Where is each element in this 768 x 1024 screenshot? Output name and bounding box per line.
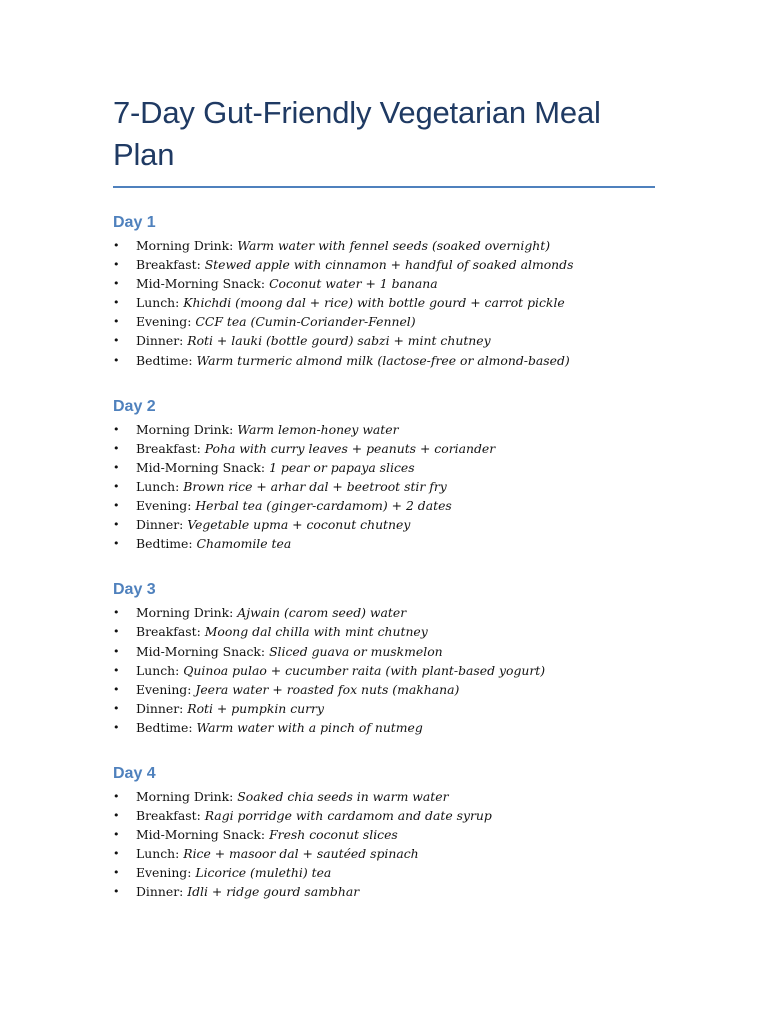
meal-value: Coconut water + 1 banana (269, 276, 438, 292)
meal-value: Licorice (mulethi) tea (195, 865, 332, 881)
meal-list (113, 236, 658, 370)
meal-list (113, 420, 658, 554)
meal-list-item (113, 439, 658, 458)
document-page (113, 92, 658, 902)
day-heading: Day 3 (113, 581, 156, 599)
meal-value: Warm water with fennel seeds (soaked overnight) (237, 238, 551, 253)
meal-value: Poha with curry leaves + peanuts + coriander (204, 440, 496, 456)
bullet-icon: • (113, 606, 120, 620)
bullet-icon: • (113, 701, 120, 715)
bullet-icon: • (113, 789, 120, 803)
meal-list-item (113, 331, 658, 350)
meal-label: Lunch: (136, 478, 184, 494)
meal-list-item (113, 787, 658, 806)
meal-value: Roti + lauki (bottle gourd) sabzi + mint chutney (187, 333, 491, 349)
meal-value: Roti + pumpkin curry (187, 700, 324, 716)
document-title: 7-Day Gut-Friendly Vegetarian Meal Plan (113, 95, 601, 172)
bullet-icon: • (113, 809, 120, 823)
bullet-icon: • (113, 885, 120, 899)
meal-label: Lunch: (136, 662, 184, 678)
meal-list-item (113, 806, 658, 825)
meal-list-item (113, 699, 658, 718)
day-section-1 (113, 212, 658, 370)
meal-list-item (113, 603, 658, 622)
bullet-icon: • (113, 663, 120, 677)
meal-label: Breakfast: (136, 257, 205, 273)
meal-list (113, 787, 658, 902)
bullet-icon: • (113, 644, 120, 658)
meal-list-item (113, 622, 658, 641)
bullet-icon: • (113, 720, 120, 734)
meal-list-item (113, 515, 658, 534)
meal-label: Morning Drink: (136, 605, 238, 621)
meal-value: Khichdi (moong dal + rice) with bottle gourd + carrot pickle (183, 295, 565, 311)
bullet-icon: • (113, 479, 120, 493)
day-section-2 (113, 396, 658, 554)
bullet-icon: • (113, 441, 120, 455)
meal-list-item (113, 274, 658, 293)
bullet-icon: • (113, 277, 120, 291)
meal-value: 1 pear or papaya slices (269, 459, 415, 475)
day-heading: Day 4 (113, 764, 156, 782)
meal-label: Mid-Morning Snack: (136, 459, 270, 475)
meal-list-item (113, 642, 658, 661)
meal-value: Sliced guava or muskmelon (269, 643, 443, 659)
meal-label: Lunch: (136, 846, 184, 862)
meal-list-item (113, 477, 658, 496)
meal-value: Herbal tea (ginger-cardamom) + 2 dates (195, 498, 452, 514)
bullet-icon: • (113, 828, 120, 842)
bullet-icon: • (113, 460, 120, 474)
meal-value: Warm turmeric almond milk (lactose-free or almond-based) (196, 352, 570, 368)
meal-list-item (113, 496, 658, 515)
meal-value: Chamomile tea (196, 536, 292, 552)
meal-value: Soaked chia seeds in warm water (237, 788, 449, 804)
meal-label: Bedtime: (136, 536, 197, 552)
bullet-icon: • (113, 296, 120, 310)
meal-label: Bedtime: (136, 352, 197, 368)
meal-list-item (113, 863, 658, 882)
meal-value: Fresh coconut slices (269, 827, 398, 843)
meal-label: Breakfast: (136, 808, 205, 824)
meal-label: Morning Drink: (136, 238, 238, 253)
meal-value: Warm water with a pinch of nutmeg (196, 719, 423, 735)
meal-label: Mid-Morning Snack: (136, 643, 270, 659)
bullet-icon: • (113, 537, 120, 551)
bullet-icon: • (113, 866, 120, 880)
meal-list-item (113, 680, 658, 699)
meal-label: Breakfast: (136, 624, 205, 640)
bullet-icon: • (113, 625, 120, 639)
meal-value: Rice + masoor dal + sautéed spinach (183, 846, 419, 862)
meal-label: Mid-Morning Snack: (136, 276, 270, 292)
meal-list-item (113, 718, 658, 737)
meal-label: Evening: (136, 681, 196, 697)
meal-value: CCF tea (Cumin-Coriander-Fennel) (195, 314, 416, 330)
meal-list-item (113, 825, 658, 844)
meal-list (113, 603, 658, 737)
meal-label: Bedtime: (136, 719, 197, 735)
meal-label: Morning Drink: (136, 421, 238, 437)
meal-label: Dinner: (136, 517, 188, 533)
meal-value: Ragi porridge with cardamom and date syrup (204, 808, 492, 824)
meal-value: Quinoa pulao + cucumber raita (with plant-based yogurt) (183, 662, 546, 678)
meal-list-item (113, 255, 658, 274)
meal-label: Dinner: (136, 700, 188, 716)
meal-label: Mid-Morning Snack: (136, 827, 270, 843)
bullet-icon: • (113, 315, 120, 329)
meal-list-item (113, 236, 658, 255)
meal-value: Jeera water + roasted fox nuts (makhana) (195, 681, 460, 697)
meal-value: Stewed apple with cinnamon + handful of soaked almonds (204, 257, 574, 273)
meal-list-item (113, 661, 658, 680)
meal-label: Lunch: (136, 295, 184, 311)
meal-list-item (113, 420, 658, 439)
meal-value: Vegetable upma + coconut chutney (187, 517, 411, 533)
meal-list-item (113, 882, 658, 901)
meal-label: Evening: (136, 498, 196, 514)
meal-label: Evening: (136, 865, 196, 881)
meal-value: Brown rice + arhar dal + beetroot stir fry (183, 478, 447, 494)
bullet-icon: • (113, 239, 120, 252)
days-container (113, 212, 658, 902)
meal-list-item (113, 312, 658, 331)
meal-list-item (113, 458, 658, 477)
meal-list-item (113, 293, 658, 312)
meal-value: Idli + ridge gourd sambhar (187, 884, 360, 900)
day-heading: Day 2 (113, 397, 156, 415)
bullet-icon: • (113, 422, 120, 436)
meal-list-item (113, 534, 658, 553)
meal-value: Moong dal chilla with mint chutney (204, 624, 428, 640)
meal-value: Warm lemon-honey water (237, 421, 399, 437)
meal-label: Morning Drink: (136, 788, 238, 804)
bullet-icon: • (113, 499, 120, 513)
bullet-icon: • (113, 682, 120, 696)
bullet-icon: • (113, 353, 120, 367)
meal-list-item (113, 351, 658, 370)
bullet-icon: • (113, 518, 120, 532)
day-section-4 (113, 763, 658, 902)
bullet-icon: • (113, 258, 120, 272)
bullet-icon: • (113, 847, 120, 861)
day-heading: Day 1 (113, 214, 156, 231)
meal-list-item (113, 844, 658, 863)
bullet-icon: • (113, 334, 120, 348)
meal-label: Dinner: (136, 884, 188, 900)
meal-value: Ajwain (carom seed) water (237, 605, 407, 621)
meal-label: Dinner: (136, 333, 188, 349)
meal-label: Breakfast: (136, 440, 205, 456)
day-section-3 (113, 579, 658, 737)
meal-label: Evening: (136, 314, 196, 330)
title-underline-divider (113, 186, 655, 188)
